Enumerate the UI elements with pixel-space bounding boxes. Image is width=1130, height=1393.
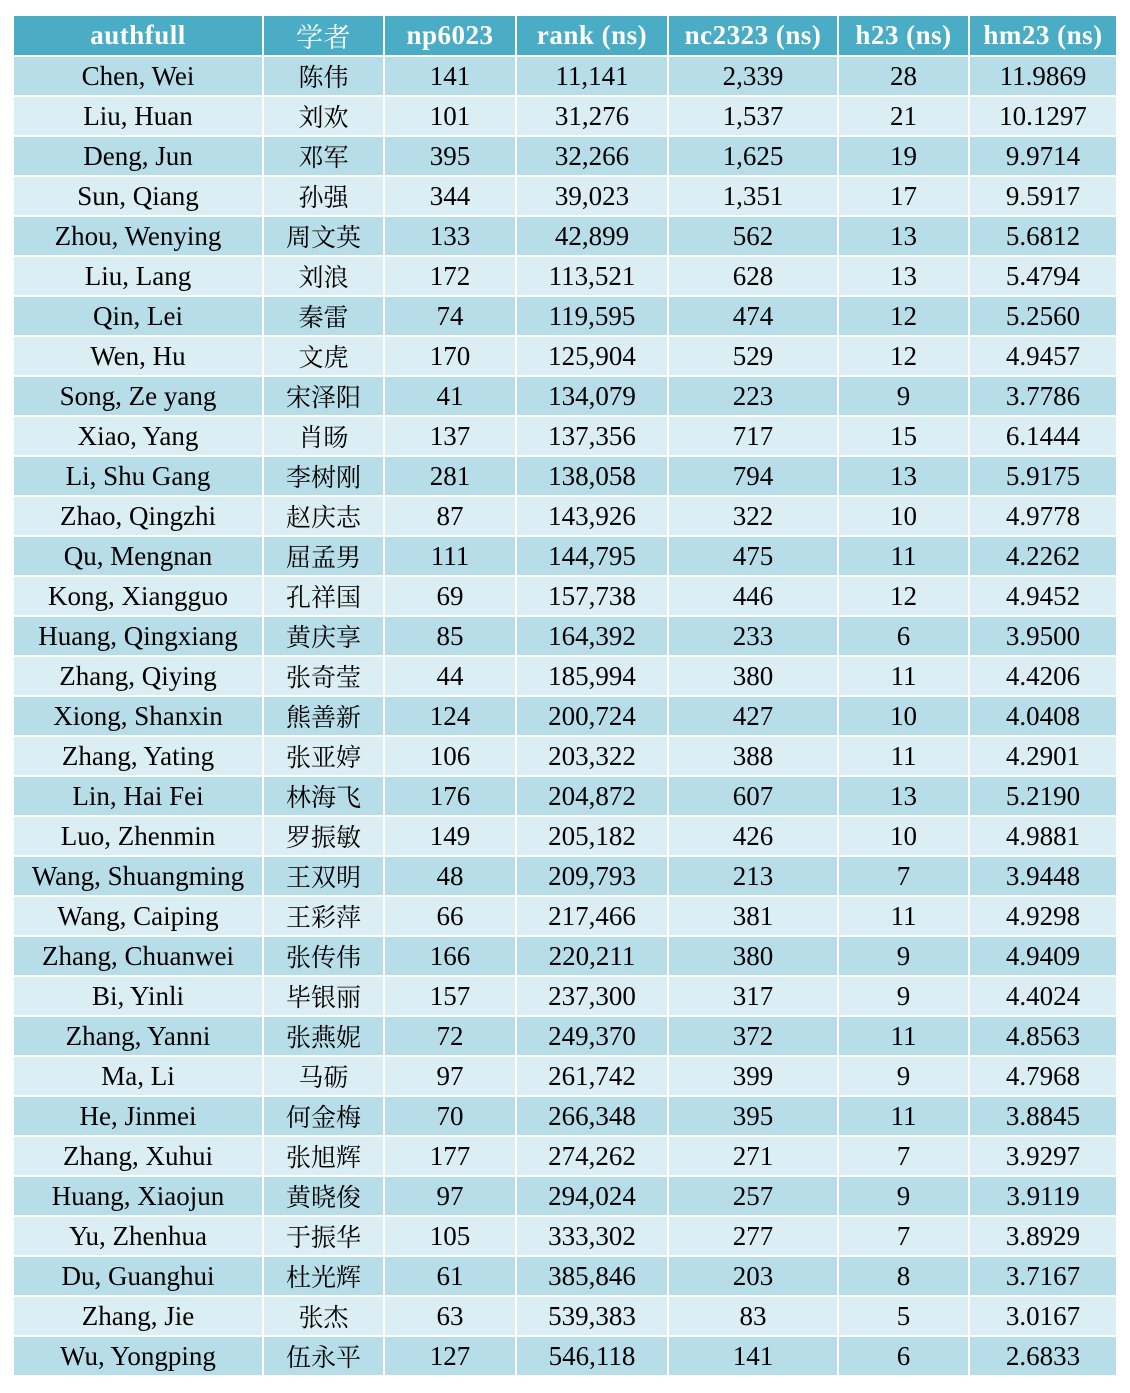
cell-scholar: 毕银丽 bbox=[264, 977, 385, 1017]
cell-nc2323: 399 bbox=[669, 1057, 839, 1097]
table-row bbox=[14, 817, 1116, 857]
cell-nc2323: 427 bbox=[669, 697, 839, 737]
cell-scholar: 张传伟 bbox=[264, 937, 385, 977]
cell-hm23: 5.2190 bbox=[970, 777, 1116, 817]
cell-np6023: 70 bbox=[385, 1097, 517, 1137]
cell-h23: 15 bbox=[839, 417, 970, 457]
cell-rank: 42,899 bbox=[517, 217, 669, 257]
cell-rank: 220,211 bbox=[517, 937, 669, 977]
cell-scholar: 张奇莹 bbox=[264, 657, 385, 697]
cell-hm23: 5.9175 bbox=[970, 457, 1116, 497]
cell-np6023: 395 bbox=[385, 137, 517, 177]
cell-h23: 10 bbox=[839, 817, 970, 857]
cell-np6023: 111 bbox=[385, 537, 517, 577]
cell-scholar: 肖旸 bbox=[264, 417, 385, 457]
cell-nc2323: 372 bbox=[669, 1017, 839, 1057]
cell-hm23: 2.6833 bbox=[970, 1337, 1116, 1377]
cell-np6023: 124 bbox=[385, 697, 517, 737]
cell-nc2323: 1,351 bbox=[669, 177, 839, 217]
cell-np6023: 63 bbox=[385, 1297, 517, 1337]
table-row bbox=[14, 497, 1116, 537]
cell-hm23: 6.1444 bbox=[970, 417, 1116, 457]
cell-hm23: 4.9452 bbox=[970, 577, 1116, 617]
cell-rank: 274,262 bbox=[517, 1137, 669, 1177]
cell-nc2323: 562 bbox=[669, 217, 839, 257]
cell-nc2323: 395 bbox=[669, 1097, 839, 1137]
table-row bbox=[14, 97, 1116, 137]
cell-hm23: 3.9119 bbox=[970, 1177, 1116, 1217]
table-row bbox=[14, 1137, 1116, 1177]
cell-np6023: 170 bbox=[385, 337, 517, 377]
cell-nc2323: 257 bbox=[669, 1177, 839, 1217]
cell-authfull: Xiong, Shanxin bbox=[14, 697, 264, 737]
cell-rank: 143,926 bbox=[517, 497, 669, 537]
cell-hm23: 3.0167 bbox=[970, 1297, 1116, 1337]
cell-h23: 13 bbox=[839, 217, 970, 257]
table-row bbox=[14, 1337, 1116, 1377]
cell-rank: 113,521 bbox=[517, 257, 669, 297]
table-body bbox=[14, 57, 1116, 1377]
cell-hm23: 9.5917 bbox=[970, 177, 1116, 217]
table-row bbox=[14, 1257, 1116, 1297]
scholar-metrics-table bbox=[14, 16, 1116, 1377]
cell-np6023: 74 bbox=[385, 297, 517, 337]
header-row bbox=[14, 16, 1116, 57]
cell-rank: 205,182 bbox=[517, 817, 669, 857]
cell-np6023: 149 bbox=[385, 817, 517, 857]
cell-rank: 119,595 bbox=[517, 297, 669, 337]
cell-scholar: 林海飞 bbox=[264, 777, 385, 817]
cell-scholar: 邓军 bbox=[264, 137, 385, 177]
cell-rank: 138,058 bbox=[517, 457, 669, 497]
cell-h23: 9 bbox=[839, 977, 970, 1017]
cell-h23: 10 bbox=[839, 697, 970, 737]
cell-authfull: Qu, Mengnan bbox=[14, 537, 264, 577]
cell-hm23: 4.9409 bbox=[970, 937, 1116, 977]
cell-hm23: 4.2901 bbox=[970, 737, 1116, 777]
cell-scholar: 罗振敏 bbox=[264, 817, 385, 857]
table-row bbox=[14, 1177, 1116, 1217]
cell-hm23: 5.4794 bbox=[970, 257, 1116, 297]
table-row bbox=[14, 697, 1116, 737]
cell-authfull: Li, Shu Gang bbox=[14, 457, 264, 497]
cell-scholar: 黄庆享 bbox=[264, 617, 385, 657]
cell-h23: 9 bbox=[839, 937, 970, 977]
cell-hm23: 4.9457 bbox=[970, 337, 1116, 377]
cell-nc2323: 381 bbox=[669, 897, 839, 937]
cell-scholar: 赵庆志 bbox=[264, 497, 385, 537]
cell-rank: 203,322 bbox=[517, 737, 669, 777]
cell-nc2323: 529 bbox=[669, 337, 839, 377]
header-np6023: np6023 bbox=[385, 16, 517, 57]
table-row bbox=[14, 897, 1116, 937]
cell-scholar: 周文英 bbox=[264, 217, 385, 257]
cell-np6023: 177 bbox=[385, 1137, 517, 1177]
cell-hm23: 4.0408 bbox=[970, 697, 1116, 737]
table-row bbox=[14, 57, 1116, 97]
cell-np6023: 157 bbox=[385, 977, 517, 1017]
table-row bbox=[14, 177, 1116, 217]
table-row bbox=[14, 337, 1116, 377]
cell-h23: 13 bbox=[839, 777, 970, 817]
cell-rank: 249,370 bbox=[517, 1017, 669, 1057]
cell-np6023: 176 bbox=[385, 777, 517, 817]
cell-np6023: 97 bbox=[385, 1177, 517, 1217]
cell-rank: 385,846 bbox=[517, 1257, 669, 1297]
cell-scholar: 熊善新 bbox=[264, 697, 385, 737]
cell-rank: 137,356 bbox=[517, 417, 669, 457]
cell-nc2323: 717 bbox=[669, 417, 839, 457]
cell-authfull: Bi, Yinli bbox=[14, 977, 264, 1017]
table-row bbox=[14, 1057, 1116, 1097]
cell-scholar: 伍永平 bbox=[264, 1337, 385, 1377]
cell-rank: 157,738 bbox=[517, 577, 669, 617]
cell-h23: 11 bbox=[839, 657, 970, 697]
cell-nc2323: 203 bbox=[669, 1257, 839, 1297]
cell-nc2323: 141 bbox=[669, 1337, 839, 1377]
cell-rank: 11,141 bbox=[517, 57, 669, 97]
cell-h23: 11 bbox=[839, 1097, 970, 1137]
cell-scholar: 李树刚 bbox=[264, 457, 385, 497]
cell-scholar: 张旭辉 bbox=[264, 1137, 385, 1177]
cell-hm23: 3.9500 bbox=[970, 617, 1116, 657]
cell-authfull: Zhou, Wenying bbox=[14, 217, 264, 257]
table-row bbox=[14, 577, 1116, 617]
cell-np6023: 44 bbox=[385, 657, 517, 697]
cell-h23: 7 bbox=[839, 1217, 970, 1257]
cell-nc2323: 1,537 bbox=[669, 97, 839, 137]
cell-h23: 6 bbox=[839, 1337, 970, 1377]
cell-rank: 164,392 bbox=[517, 617, 669, 657]
table-row bbox=[14, 1097, 1116, 1137]
cell-authfull: Zhang, Qiying bbox=[14, 657, 264, 697]
cell-hm23: 3.8929 bbox=[970, 1217, 1116, 1257]
header-rank: rank (ns) bbox=[517, 16, 669, 57]
cell-rank: 39,023 bbox=[517, 177, 669, 217]
cell-hm23: 4.4024 bbox=[970, 977, 1116, 1017]
table-row bbox=[14, 737, 1116, 777]
cell-h23: 12 bbox=[839, 337, 970, 377]
cell-scholar: 马砺 bbox=[264, 1057, 385, 1097]
cell-h23: 5 bbox=[839, 1297, 970, 1337]
cell-np6023: 85 bbox=[385, 617, 517, 657]
header-scholar: 学者 bbox=[264, 16, 385, 57]
cell-np6023: 344 bbox=[385, 177, 517, 217]
cell-np6023: 97 bbox=[385, 1057, 517, 1097]
cell-np6023: 41 bbox=[385, 377, 517, 417]
header-h23: h23 (ns) bbox=[839, 16, 970, 57]
cell-authfull: Wu, Yongping bbox=[14, 1337, 264, 1377]
cell-h23: 28 bbox=[839, 57, 970, 97]
cell-h23: 12 bbox=[839, 297, 970, 337]
cell-np6023: 137 bbox=[385, 417, 517, 457]
cell-h23: 13 bbox=[839, 457, 970, 497]
cell-np6023: 141 bbox=[385, 57, 517, 97]
cell-np6023: 172 bbox=[385, 257, 517, 297]
cell-h23: 8 bbox=[839, 1257, 970, 1297]
cell-hm23: 4.2262 bbox=[970, 537, 1116, 577]
cell-nc2323: 317 bbox=[669, 977, 839, 1017]
table-row bbox=[14, 857, 1116, 897]
cell-rank: 32,266 bbox=[517, 137, 669, 177]
cell-authfull: Chen, Wei bbox=[14, 57, 264, 97]
cell-rank: 546,118 bbox=[517, 1337, 669, 1377]
cell-np6023: 69 bbox=[385, 577, 517, 617]
table-row bbox=[14, 1217, 1116, 1257]
cell-hm23: 4.9881 bbox=[970, 817, 1116, 857]
cell-hm23: 10.1297 bbox=[970, 97, 1116, 137]
cell-rank: 294,024 bbox=[517, 1177, 669, 1217]
cell-authfull: Du, Guanghui bbox=[14, 1257, 264, 1297]
cell-nc2323: 271 bbox=[669, 1137, 839, 1177]
cell-rank: 144,795 bbox=[517, 537, 669, 577]
cell-authfull: Deng, Jun bbox=[14, 137, 264, 177]
cell-authfull: Lin, Hai Fei bbox=[14, 777, 264, 817]
table-row bbox=[14, 297, 1116, 337]
cell-scholar: 何金梅 bbox=[264, 1097, 385, 1137]
cell-h23: 9 bbox=[839, 1057, 970, 1097]
cell-nc2323: 83 bbox=[669, 1297, 839, 1337]
cell-nc2323: 322 bbox=[669, 497, 839, 537]
header-hm23: hm23 (ns) bbox=[970, 16, 1116, 57]
cell-h23: 21 bbox=[839, 97, 970, 137]
cell-h23: 17 bbox=[839, 177, 970, 217]
cell-authfull: Wang, Shuangming bbox=[14, 857, 264, 897]
cell-np6023: 166 bbox=[385, 937, 517, 977]
cell-hm23: 5.6812 bbox=[970, 217, 1116, 257]
cell-authfull: Zhang, Yating bbox=[14, 737, 264, 777]
cell-authfull: Zhang, Yanni bbox=[14, 1017, 264, 1057]
cell-scholar: 于振华 bbox=[264, 1217, 385, 1257]
table-row bbox=[14, 417, 1116, 457]
cell-authfull: Zhang, Chuanwei bbox=[14, 937, 264, 977]
cell-nc2323: 233 bbox=[669, 617, 839, 657]
cell-authfull: Song, Ze yang bbox=[14, 377, 264, 417]
cell-authfull: Zhang, Xuhui bbox=[14, 1137, 264, 1177]
cell-authfull: Yu, Zhenhua bbox=[14, 1217, 264, 1257]
cell-scholar: 屈孟男 bbox=[264, 537, 385, 577]
cell-rank: 134,079 bbox=[517, 377, 669, 417]
cell-hm23: 3.9297 bbox=[970, 1137, 1116, 1177]
cell-hm23: 3.9448 bbox=[970, 857, 1116, 897]
table-row bbox=[14, 457, 1116, 497]
table-header bbox=[14, 16, 1116, 57]
cell-np6023: 133 bbox=[385, 217, 517, 257]
table-row bbox=[14, 257, 1116, 297]
cell-scholar: 陈伟 bbox=[264, 57, 385, 97]
cell-nc2323: 607 bbox=[669, 777, 839, 817]
cell-h23: 11 bbox=[839, 897, 970, 937]
cell-np6023: 87 bbox=[385, 497, 517, 537]
cell-nc2323: 474 bbox=[669, 297, 839, 337]
cell-np6023: 105 bbox=[385, 1217, 517, 1257]
cell-h23: 6 bbox=[839, 617, 970, 657]
cell-authfull: Zhang, Jie bbox=[14, 1297, 264, 1337]
cell-authfull: Kong, Xiangguo bbox=[14, 577, 264, 617]
cell-scholar: 张亚婷 bbox=[264, 737, 385, 777]
table-row bbox=[14, 137, 1116, 177]
cell-scholar: 孙强 bbox=[264, 177, 385, 217]
cell-authfull: Sun, Qiang bbox=[14, 177, 264, 217]
table-row bbox=[14, 537, 1116, 577]
cell-rank: 200,724 bbox=[517, 697, 669, 737]
cell-h23: 7 bbox=[839, 1137, 970, 1177]
cell-nc2323: 426 bbox=[669, 817, 839, 857]
cell-h23: 9 bbox=[839, 377, 970, 417]
cell-hm23: 4.4206 bbox=[970, 657, 1116, 697]
cell-authfull: Wang, Caiping bbox=[14, 897, 264, 937]
cell-rank: 333,302 bbox=[517, 1217, 669, 1257]
cell-scholar: 张燕妮 bbox=[264, 1017, 385, 1057]
cell-h23: 10 bbox=[839, 497, 970, 537]
cell-scholar: 宋泽阳 bbox=[264, 377, 385, 417]
cell-np6023: 127 bbox=[385, 1337, 517, 1377]
cell-h23: 11 bbox=[839, 737, 970, 777]
cell-hm23: 4.9778 bbox=[970, 497, 1116, 537]
cell-rank: 237,300 bbox=[517, 977, 669, 1017]
cell-authfull: Liu, Lang bbox=[14, 257, 264, 297]
cell-scholar: 黄晓俊 bbox=[264, 1177, 385, 1217]
table-row bbox=[14, 377, 1116, 417]
table-row bbox=[14, 937, 1116, 977]
cell-nc2323: 628 bbox=[669, 257, 839, 297]
table-row bbox=[14, 657, 1116, 697]
cell-authfull: Zhao, Qingzhi bbox=[14, 497, 264, 537]
cell-rank: 261,742 bbox=[517, 1057, 669, 1097]
cell-nc2323: 213 bbox=[669, 857, 839, 897]
cell-scholar: 刘浪 bbox=[264, 257, 385, 297]
cell-scholar: 孔祥国 bbox=[264, 577, 385, 617]
cell-authfull: Wen, Hu bbox=[14, 337, 264, 377]
cell-rank: 204,872 bbox=[517, 777, 669, 817]
table-row bbox=[14, 977, 1116, 1017]
cell-h23: 11 bbox=[839, 537, 970, 577]
table-row bbox=[14, 777, 1116, 817]
cell-hm23: 3.7167 bbox=[970, 1257, 1116, 1297]
cell-rank: 125,904 bbox=[517, 337, 669, 377]
cell-np6023: 101 bbox=[385, 97, 517, 137]
cell-rank: 209,793 bbox=[517, 857, 669, 897]
table-row bbox=[14, 1017, 1116, 1057]
cell-scholar: 文虎 bbox=[264, 337, 385, 377]
cell-nc2323: 794 bbox=[669, 457, 839, 497]
cell-hm23: 4.8563 bbox=[970, 1017, 1116, 1057]
cell-nc2323: 380 bbox=[669, 657, 839, 697]
cell-scholar: 刘欢 bbox=[264, 97, 385, 137]
cell-authfull: Liu, Huan bbox=[14, 97, 264, 137]
cell-hm23: 4.7968 bbox=[970, 1057, 1116, 1097]
cell-hm23: 11.9869 bbox=[970, 57, 1116, 97]
cell-scholar: 张杰 bbox=[264, 1297, 385, 1337]
cell-nc2323: 2,339 bbox=[669, 57, 839, 97]
cell-hm23: 3.8845 bbox=[970, 1097, 1116, 1137]
cell-rank: 217,466 bbox=[517, 897, 669, 937]
cell-h23: 7 bbox=[839, 857, 970, 897]
cell-authfull: Huang, Qingxiang bbox=[14, 617, 264, 657]
cell-hm23: 4.9298 bbox=[970, 897, 1116, 937]
cell-np6023: 281 bbox=[385, 457, 517, 497]
cell-np6023: 106 bbox=[385, 737, 517, 777]
cell-np6023: 61 bbox=[385, 1257, 517, 1297]
cell-np6023: 66 bbox=[385, 897, 517, 937]
cell-nc2323: 223 bbox=[669, 377, 839, 417]
cell-hm23: 9.9714 bbox=[970, 137, 1116, 177]
cell-hm23: 5.2560 bbox=[970, 297, 1116, 337]
cell-h23: 13 bbox=[839, 257, 970, 297]
cell-authfull: Xiao, Yang bbox=[14, 417, 264, 457]
cell-authfull: Huang, Xiaojun bbox=[14, 1177, 264, 1217]
table-row bbox=[14, 1297, 1116, 1337]
cell-scholar: 秦雷 bbox=[264, 297, 385, 337]
cell-nc2323: 446 bbox=[669, 577, 839, 617]
cell-h23: 19 bbox=[839, 137, 970, 177]
cell-scholar: 王彩萍 bbox=[264, 897, 385, 937]
cell-authfull: Qin, Lei bbox=[14, 297, 264, 337]
cell-h23: 11 bbox=[839, 1017, 970, 1057]
table-row bbox=[14, 617, 1116, 657]
cell-nc2323: 1,625 bbox=[669, 137, 839, 177]
cell-scholar: 杜光辉 bbox=[264, 1257, 385, 1297]
header-nc2323: nc2323 (ns) bbox=[669, 16, 839, 57]
cell-hm23: 3.7786 bbox=[970, 377, 1116, 417]
cell-np6023: 48 bbox=[385, 857, 517, 897]
cell-rank: 539,383 bbox=[517, 1297, 669, 1337]
cell-rank: 185,994 bbox=[517, 657, 669, 697]
cell-rank: 31,276 bbox=[517, 97, 669, 137]
cell-rank: 266,348 bbox=[517, 1097, 669, 1137]
cell-np6023: 72 bbox=[385, 1017, 517, 1057]
header-authfull: authfull bbox=[14, 16, 264, 57]
table-row bbox=[14, 217, 1116, 257]
cell-nc2323: 277 bbox=[669, 1217, 839, 1257]
cell-authfull: He, Jinmei bbox=[14, 1097, 264, 1137]
cell-authfull: Ma, Li bbox=[14, 1057, 264, 1097]
cell-h23: 12 bbox=[839, 577, 970, 617]
cell-h23: 9 bbox=[839, 1177, 970, 1217]
cell-nc2323: 388 bbox=[669, 737, 839, 777]
cell-nc2323: 380 bbox=[669, 937, 839, 977]
cell-authfull: Luo, Zhenmin bbox=[14, 817, 264, 857]
cell-nc2323: 475 bbox=[669, 537, 839, 577]
cell-scholar: 王双明 bbox=[264, 857, 385, 897]
